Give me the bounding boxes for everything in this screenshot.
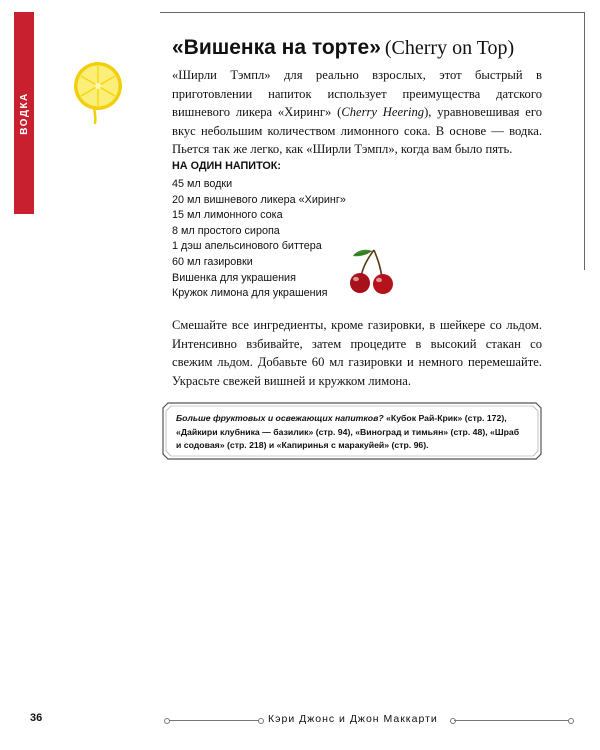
ingredients-list [172,177,346,302]
callout-body: «Кубок Рай-Крик» (стр. 172), «Дайкири клубника — базилик» (стр. 94), «Виноград и тимьян» (стр. 48), «Шраб и содовая» (стр. 218) и «Капиринья с маракуйей» (стр. 96). [176,413,520,451]
top-border-rule [160,12,584,13]
footer-dot [164,718,170,724]
more-drinks-callout [162,402,542,460]
ingredients-heading: НА ОДИН НАПИТОК: [172,160,281,172]
ingredient-item: 8 мл простого сиропа [172,224,280,237]
recipe-title-en: (Cherry on Top) [384,37,515,59]
footer-rule-left [168,720,260,721]
ingredient-item: 15 мл лимонного сока [172,209,283,222]
ingredient-item: Кружок лимона для украшения [172,287,328,300]
footer-dot [450,718,456,724]
section-tab-label: ВОДКА [18,91,30,135]
ingredient-item: 20 мл вишневого ликера «Хиринг» [172,193,346,206]
section-tab [14,12,34,214]
footer-dot [568,718,574,724]
ingredient-item: 1 дэш апельсинового биттера [172,240,322,253]
recipe-method: Смешайте все ингредиенты, кроме газировки, в шейкере со льдом. Интенсивно взбивайте, затем процедите в высокий стакан со свежим льдом. Добавьте 60 мл газировки и немного перемешайте. Украсьте свежей вишней и кружком лимона. [172,318,542,388]
footer-dot [258,718,264,724]
recipe-title-ru: «Вишенка на торте» [172,36,381,59]
right-border-rule [584,12,585,270]
ingredient-item: Вишенка для украшения [172,271,296,284]
footer-rule-right [454,720,570,721]
recipe-title [172,34,582,62]
recipe-intro: «Ширли Тэмпл» для реально взрослых, этот быстрый в приготовлении напиток использует преимущества датского вишневого ликера «Хиринг» (Cherry Heering), уравновешивая его вкус небольшим количеством лимонного сока. В основе — водка. Пьется так же легко, как «Ширли Тэмпл», когда вам было пять. [172,68,542,156]
cherries-icon [348,246,396,296]
callout-lead: Больше фруктовых и освежающих напитков? [176,413,384,423]
lemon-slice-icon [72,60,124,124]
page-number: 36 [30,712,43,724]
ingredient-item: 45 мл водки [172,178,233,190]
footer-authors: Кэри Джонс и Джон Маккарти [268,713,438,725]
ingredient-item: 60 мл газировки [172,255,253,268]
